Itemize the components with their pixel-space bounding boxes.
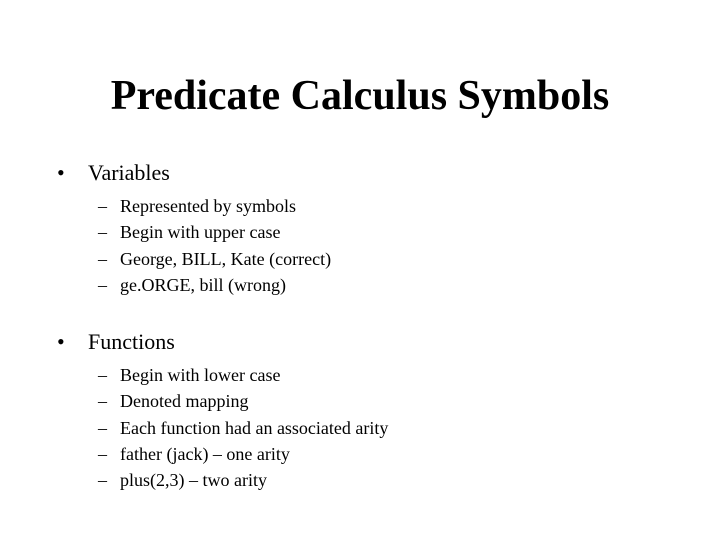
dash-marker: – (98, 470, 107, 491)
bullet-heading: Functions (88, 329, 175, 354)
list-item-text: Represented by symbols (120, 196, 296, 216)
bullet-variables (0, 157, 720, 189)
list-item-text: George, BILL, Kate (correct) (120, 248, 332, 269)
list-item-text: plus(2,3) – two arity (120, 470, 267, 491)
list-item-text: ge.ORGE, bill (wrong) (120, 274, 286, 295)
dash-marker: – (98, 222, 107, 243)
list-item-text: Begin with upper case (120, 222, 281, 243)
dash-marker: – (98, 417, 107, 438)
section-functions (0, 326, 720, 493)
list-item (0, 246, 720, 272)
list-item (0, 415, 720, 441)
section-variables (0, 157, 720, 298)
list-item-text: Begin with lower case (120, 365, 281, 385)
list-item-text: Denoted mapping (120, 391, 249, 412)
list-item (0, 362, 720, 388)
list-item (0, 388, 720, 414)
list-item-text: Each function had an associated arity (120, 417, 389, 438)
list-item-text: father (jack) – one arity (120, 443, 290, 464)
list-item (0, 467, 720, 493)
sublist-functions (0, 362, 720, 493)
dash-marker: – (98, 196, 107, 216)
list-item (0, 272, 720, 298)
dash-marker: – (98, 248, 107, 269)
dash-marker: – (98, 391, 107, 412)
bullet-heading: Variables (88, 160, 170, 185)
bullet-dot: • (57, 329, 65, 354)
list-item (0, 441, 720, 467)
sublist-variables (0, 193, 720, 298)
dash-marker: – (98, 443, 107, 464)
dash-marker: – (98, 274, 107, 295)
dash-marker: – (98, 365, 107, 385)
list-item (0, 219, 720, 245)
bullet-dot: • (57, 160, 65, 185)
list-item (0, 193, 720, 219)
slide-title: Predicate Calculus Symbols (110, 73, 610, 119)
bullet-functions (0, 326, 720, 358)
